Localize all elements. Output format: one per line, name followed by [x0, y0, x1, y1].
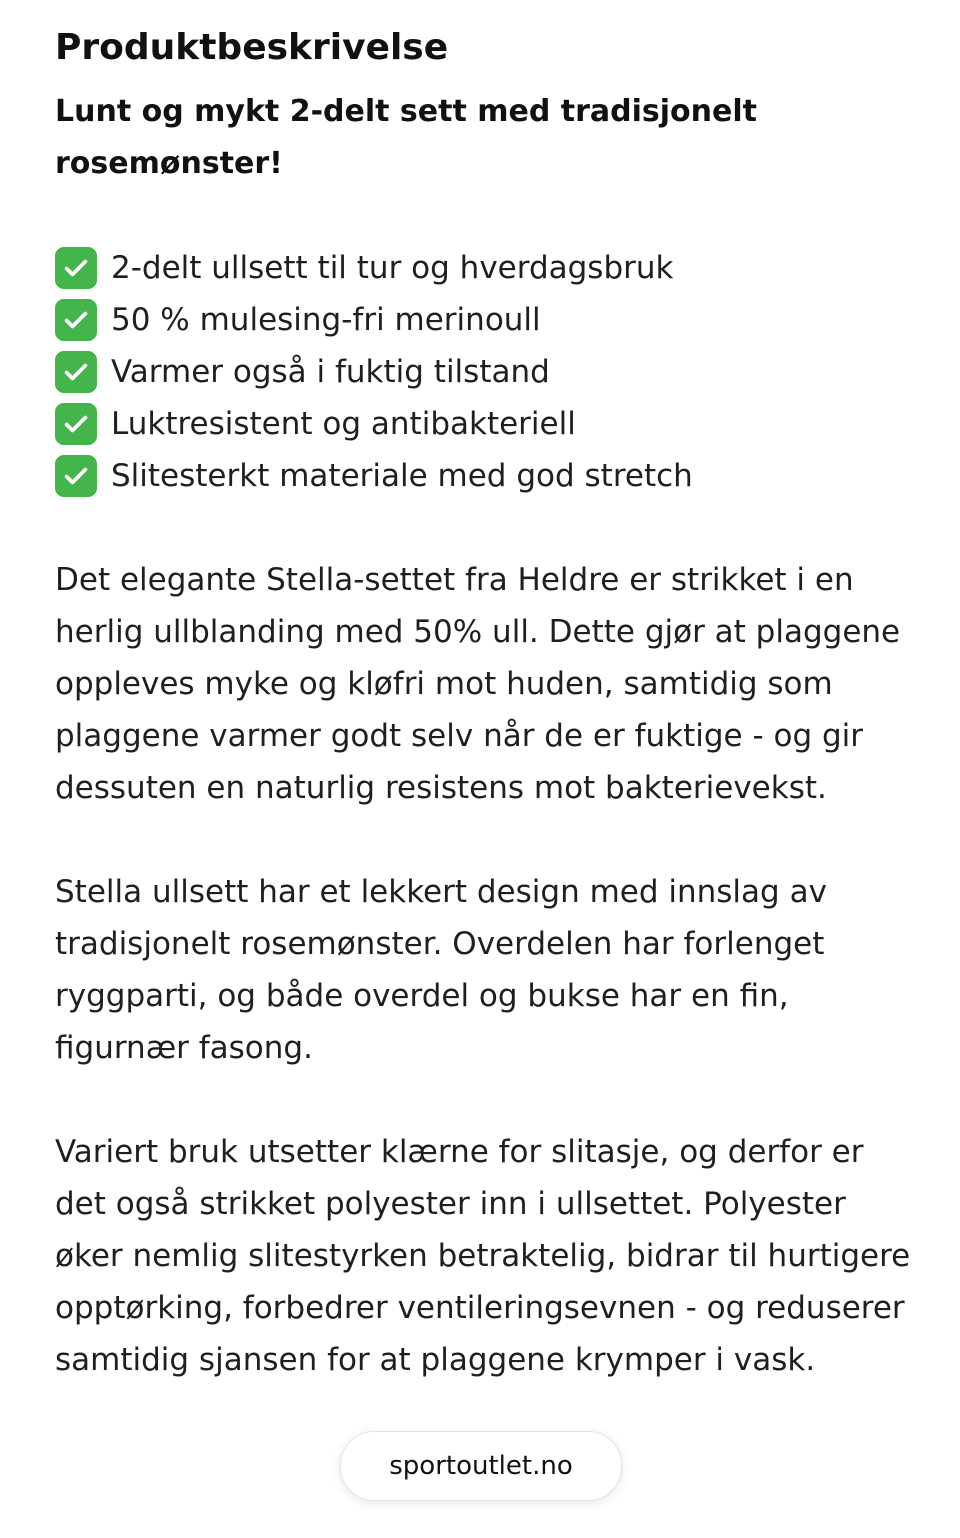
feature-item	[55, 242, 915, 294]
product-description	[55, 22, 915, 1386]
feature-text: 50 % mulesing-fri merinoull	[111, 302, 541, 338]
address-bar-url[interactable]: sportoutlet.no	[340, 1431, 622, 1501]
section-heading: Produktbeskrivelse	[55, 27, 449, 68]
feature-text: 2-delt ullsett til tur og hverdagsbruk	[111, 250, 674, 286]
feature-item	[55, 294, 915, 346]
check-mark-icon	[55, 403, 97, 445]
check-mark-icon	[55, 351, 97, 393]
feature-text: Luktresistent og antibakteriell	[111, 406, 576, 442]
check-mark-icon	[55, 247, 97, 289]
feature-text: Slitesterkt materiale med god stretch	[111, 458, 693, 494]
description-paragraph: Stella ullsett har et lekkert design med innslag av tradisjonelt rosemønster. Overdelen har forlenget ryggparti, og både overdel og bukse har en fin, figurnær fasong.	[55, 874, 827, 1066]
feature-text: Varmer også i fuktig tilstand	[111, 354, 550, 390]
product-subtitle: Lunt og mykt 2-delt sett med tradisjonelt rosemønster!	[55, 94, 757, 181]
description-paragraph: Det elegante Stella-settet fra Heldre er strikket i en herlig ullblanding med 50% ull. Dette gjør at plaggene oppleves myke og kløfri mot huden, samtidig som plaggene varmer godt selv når de er fuktige - og gir dessuten en naturlig resistens mot bakterievekst.	[55, 562, 901, 806]
feature-item	[55, 450, 915, 502]
check-mark-icon	[55, 299, 97, 341]
description-paragraph: Variert bruk utsetter klærne for slitasje, og derfor er det også strikket polyester inn i ullsettet. Polyester øker nemlig slitestyrken betraktelig, bidrar til hurtigere opptørking, forbedrer ventileringsevnen - og reduserer samtidig sjansen for at plaggene krymper i vask.	[55, 1134, 911, 1378]
feature-item	[55, 398, 915, 450]
feature-item	[55, 346, 915, 398]
feature-list	[55, 242, 915, 502]
check-mark-icon	[55, 455, 97, 497]
